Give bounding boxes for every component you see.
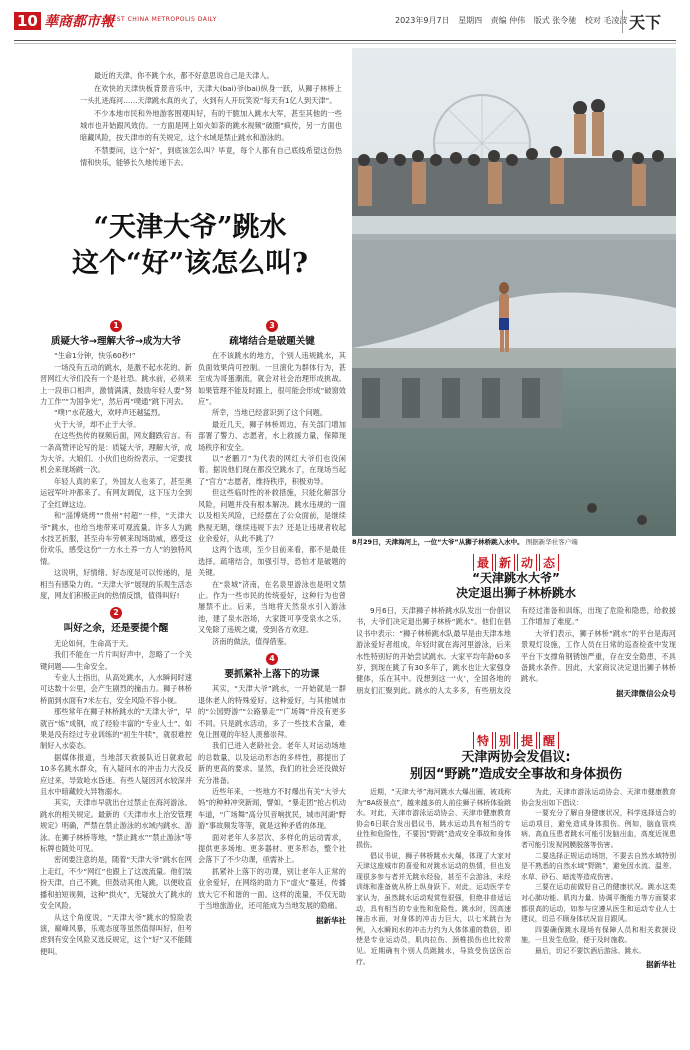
tag-char: 最 bbox=[473, 554, 493, 571]
section-heading: 叫好之余，还是要提个醒 bbox=[63, 623, 169, 635]
news-title: 别因“野跳”造成安全事故和身体损伤 bbox=[409, 767, 623, 782]
tag-char: 醒 bbox=[539, 732, 559, 749]
section-number: 4 bbox=[266, 653, 278, 665]
body-paragraph: 倡议书说，狮子林桥跳水火爆，体现了大家对天津这座城市的喜爱和对跳水运动的热情，但也发现很多参与者并无跳水经验，甚至不会游泳，未经训练和准备就从桥上纵身跃下。对此，运动医学专家认为，虽然跳水运动观赏性很强，但绝非普适运动，具有相当的专业性和危险性。跳水时，因高速撞击水面，对身体的冲击力巨大，以七米跳台为例，入水瞬间水的冲击力约为人体体重的数倍，即使是专业运动员，肌肉拉伤、颈椎损伤也比较常见。近期确有个别人员跳跳水，导致受伤送医治疗。 bbox=[356, 851, 511, 966]
tag-char: 别 bbox=[495, 732, 515, 749]
header-meta bbox=[395, 15, 633, 26]
body-paragraph: 抓紧补上落下的功课，别让老年人正常的业余爱好，在网络的助力下“虚火”蔓延，传播放大它不和谐的一面。这样的流量，不仅无助于当地旅游业，还可能成为当地发展的隐痛。 bbox=[198, 866, 346, 911]
intro-paragraph: 最近的天津，你不跳个水，都不好意思说自己是天津人。 bbox=[94, 71, 274, 80]
body-paragraph: 在这些热传的视频后面，网友翻跌宕言。有一条高赞评论写的是：质疑大爷，理解大爷，成为大爷。大娘们、小伙们也纷纷表示，一定要找机会来现场跳一次。 bbox=[40, 431, 192, 475]
editor-credit: 责编 仲伟 bbox=[490, 16, 526, 25]
body-paragraph: “生命1分钟，快乐60秒!” bbox=[54, 351, 136, 361]
body-paragraph: 密闭要注意的是，随着“天津大爷”跳水在网上走红，不少“网红”也跟上了这波流量。他们装扮天津，自己不跳，但鼓动其他人跳，以便收直播和拍短视频，这种“拱火”，无疑放大了跳水的安全风险。 bbox=[40, 855, 192, 911]
intro-text bbox=[80, 70, 342, 170]
body-paragraph: 近期，“天津大爷”海河跳水大爆出圈，被戏称为“8A级景点”，越来越多的人前往狮子林桥体验跳水。对此，天津市游泳运动协会、天津市健康教育协会6日联合发出倡议书，跳水运动具有相当的专业性和危险性，不要因“野跳”造成安全事故和身体损伤。 bbox=[356, 788, 511, 849]
header-divider bbox=[14, 40, 676, 41]
section-number: 3 bbox=[266, 320, 278, 332]
body-paragraph: 其实，“天津大爷”跳水，一开始就是一群退休老人的特殊爱好。这种爱好，与其他城市的“公园野游”“公路暴走”“广场舞”并没有更多不同。只是跳水活动，多了一些技术含量，难免让围观的年轻人羡慕崇拜。 bbox=[198, 684, 346, 739]
article-column-2 bbox=[198, 314, 346, 926]
body-paragraph: 从这个角度说，“天津大爷”跳水的惊险表演，巅峰风暴，乐观态度等虽然值得叫好，但考虑到有安全风险又选反规定，这个“好”又不能随便叫。 bbox=[40, 912, 192, 956]
body-paragraph: 火于大爷，却不止于大爷。 bbox=[54, 419, 141, 429]
news-source: 据新华社 bbox=[646, 959, 676, 969]
body-paragraph: 年轻人真的来了，外国友人也来了，甚至奥运冠军叶冲都来了。有网友调侃，这下压力全到了全红婵这边。 bbox=[40, 476, 192, 509]
body-paragraph: 二要选择正规运动场馆，不要去自然水域特别是不熟悉的自然水域“野跳”，避免因水流、温差、水草、砂石、暗流等造成伤害。 bbox=[521, 851, 676, 881]
body-paragraph: 这说明，好情绪、好态度是可以传递的，是相当有感染力的。“天津大爷”展现的乐观生活态度，网友们积极正向的热情反馈，值得叫好! bbox=[40, 568, 192, 600]
body-paragraph: 9月6日，天津狮子林桥跳水队发出一份倡议书，大爷们决定退出狮子林桥“跳水”。他们在倡议书中表示：“狮子林桥跳水队最早是由天津本地游泳爱好者组成，年轻时就在海河里游泳，后来水性特别好的开始尝试跳水。大家平均年龄60多岁，到现在跳了有30多年了，跳水也让大家强身健体，乐在其中。没想到这一‘火’，全国各地的朋友们汇聚到此。跳水的人太多多，有些朋友没有经过准备和训练，出现了危险和隐患，给救援工作增加了难度。” bbox=[356, 606, 676, 695]
body-paragraph: 和“淄博烧烤”“贵州“村超”一样，“天津大爷”跳水，也给当地带来可观流量。许多人为跳水技艺折服，甚至舟车劳顿来现场助威，感受这份欢乐，感受这份“一方水土养一方人”的独特风情。 bbox=[40, 511, 192, 566]
page-number: 10 bbox=[14, 12, 41, 30]
news-tag-latest bbox=[356, 552, 676, 571]
section-number: 2 bbox=[110, 607, 122, 619]
issue-date: 2023年9月7日 bbox=[395, 16, 450, 25]
photo-caption-text: 8月29日，天津海河上，一位“大爷”从狮子林桥跳入水中。 bbox=[352, 538, 524, 546]
tag-char: 动 bbox=[517, 554, 537, 571]
body-paragraph: 据媒体报道，当地部天救援队近日就救起10多名跳水群众，有入疑问水的冲击力大没反应过来，导致呛水昏迷。有些人疑因河水较深并且水中暗藏较大异物溺水。 bbox=[40, 752, 192, 797]
body-paragraph: 其实，天津市早就出台过禁止在海河游泳、跳水的相关规定。最新的《天津市水上治安管理规定》明确，严禁在禁止游泳的水域内跳水、游泳。在狮子林桥等地，“禁止跳水”“禁止游泳”等标牌也随处可见。 bbox=[40, 798, 192, 854]
intro-paragraph: 在欢快的天津快板背景音乐中，天津大(bai)爷(bai)纵身一跃，从狮子林桥上一头扎进海河……天津跳水真的火了，火到有人开玩笑说“每天有1亿人到天津”。 bbox=[80, 84, 342, 105]
news-body bbox=[356, 605, 676, 699]
photo-caption bbox=[352, 538, 676, 547]
tag-char: 特 bbox=[473, 732, 493, 749]
body-paragraph: 专业人士指出，从高处跳水，入水瞬间时速可达数十公里，会产生剧烈的撞击力。狮子林桥桥面到水面有7米左右，安全风险不容小视。 bbox=[40, 672, 192, 705]
body-paragraph: 这两个选项，至少目前来看，都不是最佳选择。疏堵结合，加强引导，恐怕才是破题的关键。 bbox=[198, 545, 346, 578]
body-paragraph: 我们已进入老龄社会。老年人对运动场地的总数量，以及运动形态的多样性，都提出了新的更高的要求。显然，我们的社会还没做好充分准备。 bbox=[198, 741, 346, 785]
newspaper-logo-en: WEST CHINA METROPOLIS DAILY bbox=[106, 16, 217, 23]
body-paragraph: 那些常年在狮子林桥跳水的“天津大爷”，早就百“炼”成钢，成了经验丰富的“专业人士”。如果是没有经过专业训练的“初生牛犊”，就很难控制好入水姿态。 bbox=[40, 707, 192, 751]
news-title: 决定退出狮子林桥跳水 bbox=[455, 586, 576, 600]
section-heading: 要抓紧补上落下的功课 bbox=[224, 668, 320, 680]
body-paragraph: 一场没有五动的跳水，是激不起水花的。新晋网红大爷们没有一个是社恐。跳水前，必须来上一段串口相声，激情满满，鼓励年轻人要“努力工作”“为国争光”，然后再“噗通”跳下河去。 bbox=[40, 362, 192, 407]
body-paragraph: 我们不能在一片片叫好声中，忽略了一个关键问题——生命安全。 bbox=[40, 650, 192, 671]
tag-char: 新 bbox=[495, 554, 515, 571]
intro-paragraph: 不禁要问，这个“好”，到底该怎么叫？毕竟，每个人都有自己底线希望这份热情和快乐，能够长久地传递下去。 bbox=[80, 146, 342, 167]
news-title: 天津两协会发倡议: bbox=[461, 750, 571, 765]
news-tag-reminder bbox=[356, 730, 676, 749]
header-divider-thin bbox=[14, 43, 676, 44]
body-paragraph: 以“老鹏刀”为代表的网红大爷们也没闲着。据说他们现在都没空跳水了，在现场当起了“官方”志愿者，维持秩序，积极劝导。 bbox=[198, 454, 346, 486]
body-paragraph: 为此，天津市游泳运动协会、天津市健康教育协会发出如下倡议： bbox=[521, 788, 676, 807]
photo-credit: 图据新华社客户端 bbox=[525, 538, 578, 546]
body-paragraph: 在不该跳水的地方，个别人违规跳水，其负面效果尚可控制。一旦演化为群体行为，甚至成为哥蛋潮流，就会对社会治理形成挑战。如果管理不能及时跟上，很可能会形成“破窗效应”。 bbox=[198, 351, 346, 407]
news-title: “天津跳水大爷” bbox=[472, 571, 560, 585]
intro-paragraph: 不少本地市民和外地游客围观叫好，有的干脆加入跳水大军，甚至其他的一些城市也开始跟风效仿。一方面是网上如火如荼的跳水视频“破圈”疯传，另一方面也暗藏风险，按天津市的有关规定，这个水域是禁止跳水和游泳的。 bbox=[80, 109, 342, 142]
headline-line-1: “天津大爷”跳水 bbox=[93, 212, 287, 243]
body-paragraph: 大爷们表示，狮子林桥“跳水”的平台是海河景观灯设施，工作人员在日常的巡查检查中发现平台下支撑角钢锈蚀严重，存在安全隐患，不具备跳水条件。因此，大家商议决定退出狮子林桥跳水。 bbox=[521, 628, 676, 684]
news-box-reminder bbox=[356, 730, 676, 970]
body-paragraph: 三要在运动前做好自己的健康状况。跳水这类对心肺功能、肌肉力量、协调平衡能力等方面要求都很高的运动，如参与应遵从医生和运动专业人士建议，切忌不顾身体状况盲目跟风。 bbox=[521, 883, 676, 924]
article-source: 据新华社 bbox=[316, 915, 346, 925]
news-source: 据天津微信公众号 bbox=[616, 688, 676, 698]
newspaper-logo: 華商都市報 bbox=[44, 14, 114, 30]
issue-weekday: 星期四 bbox=[458, 16, 483, 25]
section-number: 1 bbox=[110, 320, 122, 332]
design-credit: 版式 张令驰 bbox=[533, 16, 577, 25]
tag-char: 态 bbox=[539, 554, 559, 571]
proof-credit: 校对 毛凌波 bbox=[584, 16, 628, 25]
article-column-1 bbox=[40, 314, 192, 957]
body-paragraph: 一要充分了解自身健康状况，科学选择适合的运动项目，避免造成身体损伤。例如，脑血管疾病、高血压患者跳水可能引发脑出血，高度近视患者可能引发视网膜脱落等伤害。 bbox=[521, 809, 676, 849]
body-paragraph: 无论如何，生命高于天。 bbox=[54, 638, 134, 648]
body-paragraph: 近些年来，一些地方不时爆出有关“大爷大妈”的种种冲突新闻，譬如，“暴走团”抢占机动车道，“广场舞”高分贝音响扰民，城市河湖“野游”事故频发等等，就是这种矛盾的体现。 bbox=[198, 787, 346, 831]
section-heading: 质疑大爷→理解大爷→成为大爷 bbox=[51, 336, 181, 347]
body-paragraph: 但这些临时性的补救措施，只能化解部分风险，问题并没有根本解决。跳水违规的一面以及相关风险，已经摆在了公众面前，是继续熟视无睹，继续违规下去？还是让违规者收起业余爱好，从此不跳了？ bbox=[198, 488, 346, 543]
headline-line-2: 这个“好”该怎么叫? bbox=[72, 248, 308, 279]
body-paragraph: 四要确保跳水现场有保障人员和相关救援设施，一旦发生危险，便于及时施救。 bbox=[521, 925, 676, 945]
news-box-latest bbox=[356, 552, 676, 699]
bridge-diving-illustration bbox=[352, 48, 676, 536]
body-paragraph: 所幸，当地已经意识到了这个问题。 bbox=[212, 408, 328, 418]
news-photo bbox=[352, 48, 676, 536]
section-title: 天下 bbox=[622, 10, 661, 33]
tag-char: 提 bbox=[517, 732, 537, 749]
body-paragraph: 最后，切记不要饮酒后游泳、跳水。 bbox=[535, 946, 646, 955]
body-paragraph: 在“泉城”济南，在名泉里游泳也是明文禁止。作为一些市民的传统爱好，这种行为也曾屡禁不止。后来，当地将天然泉水引入游泳池，建了泉水浴场，大家既可享受泉水之乐，又免除了违规之虞，受到各方欢迎。 bbox=[198, 579, 346, 635]
page-header bbox=[0, 0, 690, 42]
main-headline bbox=[40, 210, 340, 282]
section-heading: 疏堵结合是破题关键 bbox=[229, 336, 315, 347]
body-paragraph: 济南的做法，值得借鉴。 bbox=[212, 636, 292, 646]
body-paragraph: “噗!”水花越大，欢呼声还越猛烈。 bbox=[54, 408, 165, 418]
news-body bbox=[356, 787, 676, 970]
body-paragraph: 最近几天，狮子林桥周边，有关部门增加部署了警力、志愿者，水上救援力量，保障现场秩序和安全。 bbox=[198, 419, 346, 452]
body-paragraph: 面对老年人多层次、多样化的运动需求，提供更多场地、更多器材、更多形态，整个社会落下了不少功课，亟需补上。 bbox=[198, 832, 346, 865]
